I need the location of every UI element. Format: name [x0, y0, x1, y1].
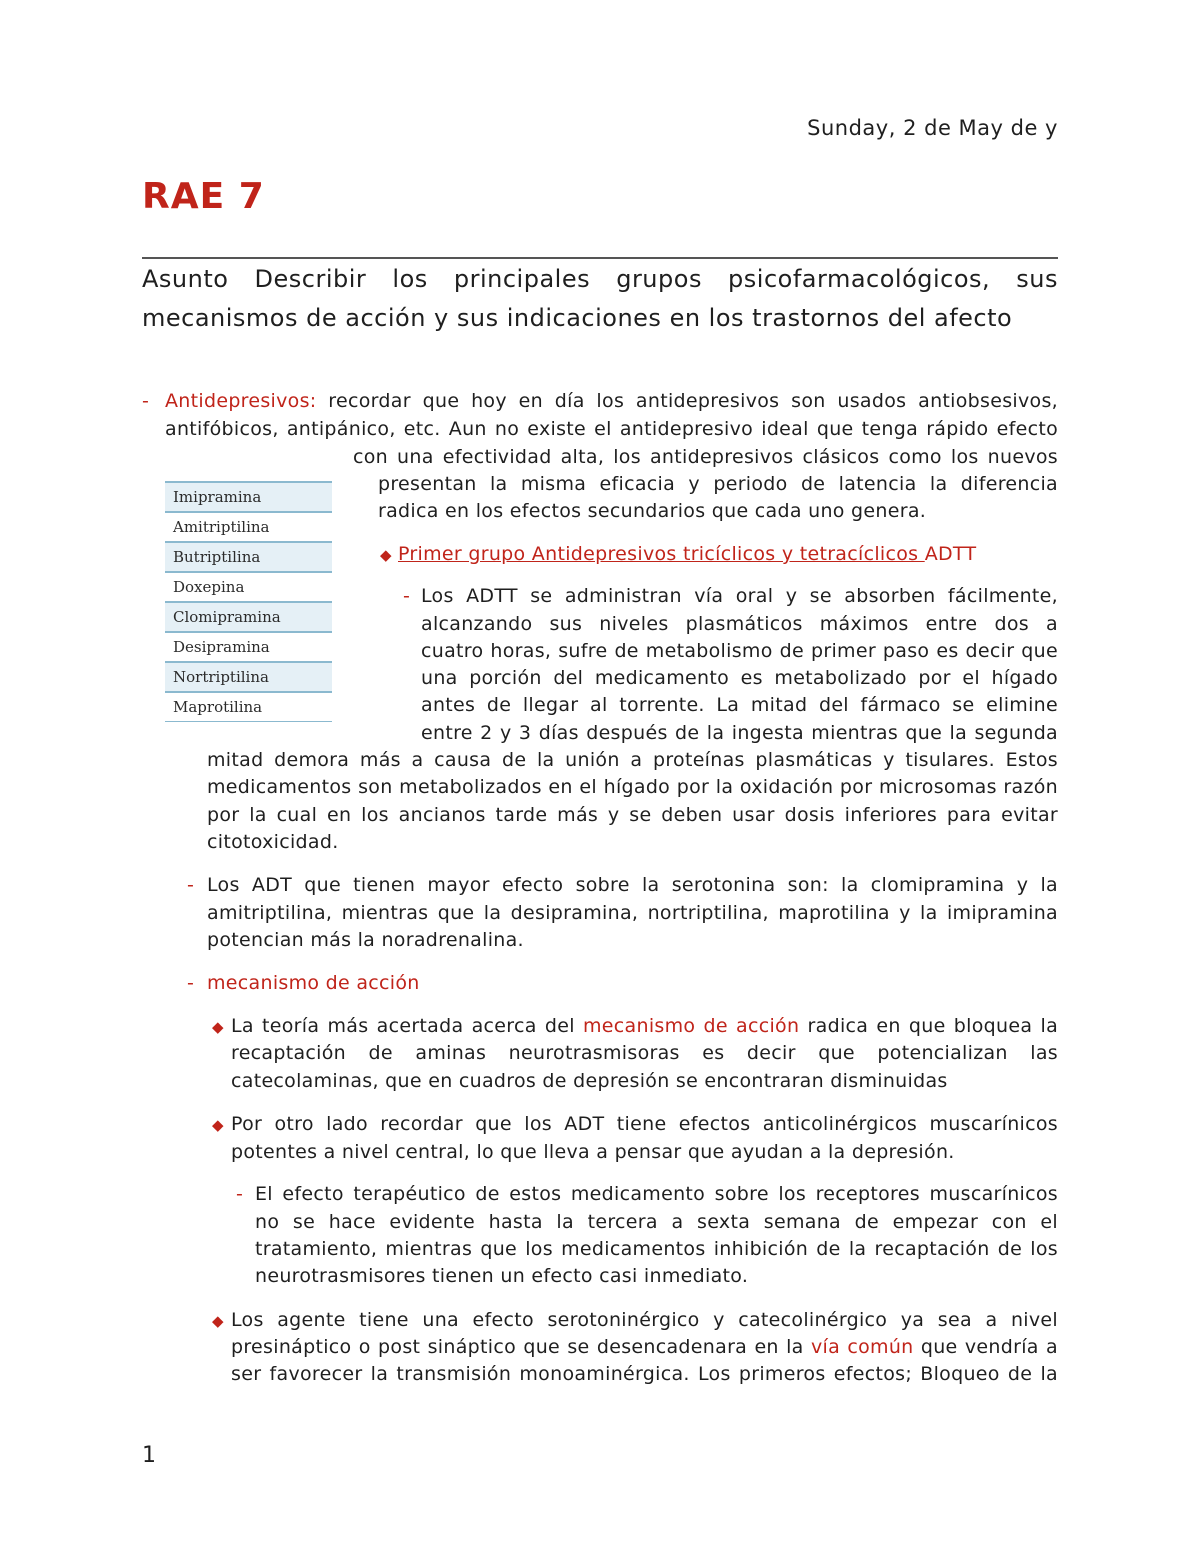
mech-b1-highlight: mecanismo de acción	[582, 1015, 800, 1037]
adtt-line-1: Los ADTT se administran vía oral y se absorben fácilmente,	[421, 585, 1058, 607]
adt-sero-line-2: amitriptilina, mientras que la desipramina, nortriptilina, maprotilina y la imipramina	[207, 902, 1058, 924]
adtt-line-9: por la cual en los ancianos tarde más y se deben usar dosis inferiores para evitar	[207, 804, 1058, 826]
table-row	[165, 572, 332, 602]
adtt-line-2: alcanzando sus niveles plasmáticos máximos entre dos a	[421, 613, 1058, 635]
bullet-diamond-icon: ◆	[212, 1116, 224, 1134]
table-row	[165, 662, 332, 692]
table-cell: Nortriptilina	[165, 662, 332, 692]
list-dash: -	[403, 585, 410, 607]
bullet-diamond-icon: ◆	[380, 546, 392, 564]
adt-sero-line-3: potencian más la noradrenalina.	[207, 929, 524, 951]
antidep-text-1: recordar que hoy en día los antidepresivos son usados antiobsesivos,	[328, 390, 1058, 412]
adtt-line-10: citotoxicidad.	[207, 831, 339, 853]
adtt-line-6: entre 2 y 3 días después de la ingesta mientras que la segunda	[421, 722, 1058, 744]
mech-b1-line-2: recaptación de aminas neurotrasmisoras es decir que potencializan las	[231, 1042, 1058, 1064]
mech-b2-line-2: potentes a nivel central, lo que lleva a pensar que ayudan a la depresión.	[231, 1141, 955, 1163]
title-divider	[142, 257, 1058, 259]
table-cell: Maprotilina	[165, 692, 332, 722]
antidep-line-5: radica en los efectos secundarios que cada uno genera.	[378, 500, 927, 522]
adtt-line-8: medicamentos son metabolizados en el hígado por la oxidación por microsomas razón	[207, 776, 1058, 798]
table-row	[165, 692, 332, 722]
antidep-line-3: con una efectividad alta, los antidepresivos clásicos como los nuevos	[353, 446, 1058, 468]
mech-b3-line-1: Los agente tiene una efecto serotoninérgico y catecolinérgico ya sea a nivel	[231, 1309, 1058, 1331]
table-row	[165, 602, 332, 632]
antidep-line-4: presentan la misma eficacia y periodo de latencia la diferencia	[378, 473, 1058, 495]
header-date: Sunday, 2 de May de y	[807, 116, 1058, 140]
table-cell: Butriptilina	[165, 542, 332, 572]
adtt-line-7: mitad demora más a causa de la unión a proteínas plasmáticas y tisulares. Estos	[207, 749, 1058, 771]
table-row	[165, 542, 332, 572]
mech-b3-line-3: ser favorecer la transmisión monoaminérgica. Los primeros efectos; Bloqueo de la	[231, 1363, 1058, 1385]
antidep-label: Antidepresivos:	[165, 390, 317, 412]
mech-b1-pre: La teoría más acertada acerca del	[231, 1015, 583, 1037]
bullet-diamond-icon: ◆	[212, 1312, 224, 1330]
adtt-line-3: cuatro horas, sufre de metabolismo de primer paso es decir que	[421, 640, 1058, 662]
adt-sero-line-1: Los ADT que tienen mayor efecto sobre la serotonina son: la clomipramina y la	[207, 874, 1058, 896]
mech-b1-post: radica en que bloquea la	[799, 1015, 1059, 1037]
list-dash: -	[142, 390, 149, 412]
mech-b2sub-line-2: no se hace evidente hasta la tercera a sexta semana de empezar con el	[255, 1211, 1058, 1233]
list-dash: -	[187, 972, 194, 994]
group1-title: Primer grupo Antidepresivos tricíclicos y tetracíclicos	[398, 543, 925, 565]
mechanism-heading: mecanismo de acción	[207, 972, 420, 994]
page-number: 1	[142, 1443, 156, 1468]
subject-heading: Asunto Describir los principales grupos psicofarmacológicos, sus mecanismos de acción y sus indicaciones en los trastornos del afecto	[142, 265, 1058, 332]
mech-b3-line-2	[231, 1334, 1058, 1361]
table-cell: Clomipramina	[165, 602, 332, 632]
antidep-line-1	[165, 388, 1058, 415]
mech-b3-highlight: vía común	[810, 1336, 914, 1358]
table-cell: Doxepina	[165, 572, 332, 602]
mech-b2-line-1: Por otro lado recordar que los ADT tiene efectos anticolinérgicos muscarínicos	[231, 1113, 1058, 1135]
mech-b2sub-line-1: El efecto terapéutico de estos medicamento sobre los receptores muscarínicos	[255, 1183, 1058, 1205]
list-dash: -	[236, 1183, 243, 1205]
mech-b3-pre: presináptico o post sináptico que se desencadenara en la	[231, 1336, 811, 1358]
bullet-diamond-icon: ◆	[212, 1018, 224, 1036]
mech-b2sub-line-4: neurotrasmisores tienen un efecto casi inmediato.	[255, 1265, 749, 1287]
table-row	[165, 632, 332, 662]
table-cell: Imipramina	[165, 482, 332, 512]
mech-b2sub-line-3: tratamiento, mientras que los medicamentos inhibición de la recaptación de los	[255, 1238, 1058, 1260]
group1-title-tail: ADTT	[924, 543, 977, 565]
mech-b1-line-3: catecolaminas, que en cuadros de depresión se encontraran disminuidas	[231, 1070, 948, 1092]
mech-b3-post: que vendría a	[913, 1336, 1058, 1358]
document-title: RAE 7	[142, 176, 265, 217]
adtt-line-4: una porción del medicamento es metabolizado por el hígado	[421, 667, 1058, 689]
table-row	[165, 482, 332, 512]
adtt-line-5: antes de llegar al torrente. La mitad del fármaco se elimine	[421, 694, 1058, 716]
table-cell: Amitriptilina	[165, 512, 332, 542]
antidep-line-2: antifóbicos, antipánico, etc. Aun no existe el antidepresivo ideal que tenga rápido efecto	[165, 418, 1058, 440]
tricyclic-drug-table	[165, 481, 332, 722]
list-dash: -	[187, 874, 194, 896]
table-row	[165, 512, 332, 542]
group1-heading	[398, 541, 1058, 568]
mech-b1-line-1	[231, 1013, 1058, 1040]
table-cell: Desipramina	[165, 632, 332, 662]
